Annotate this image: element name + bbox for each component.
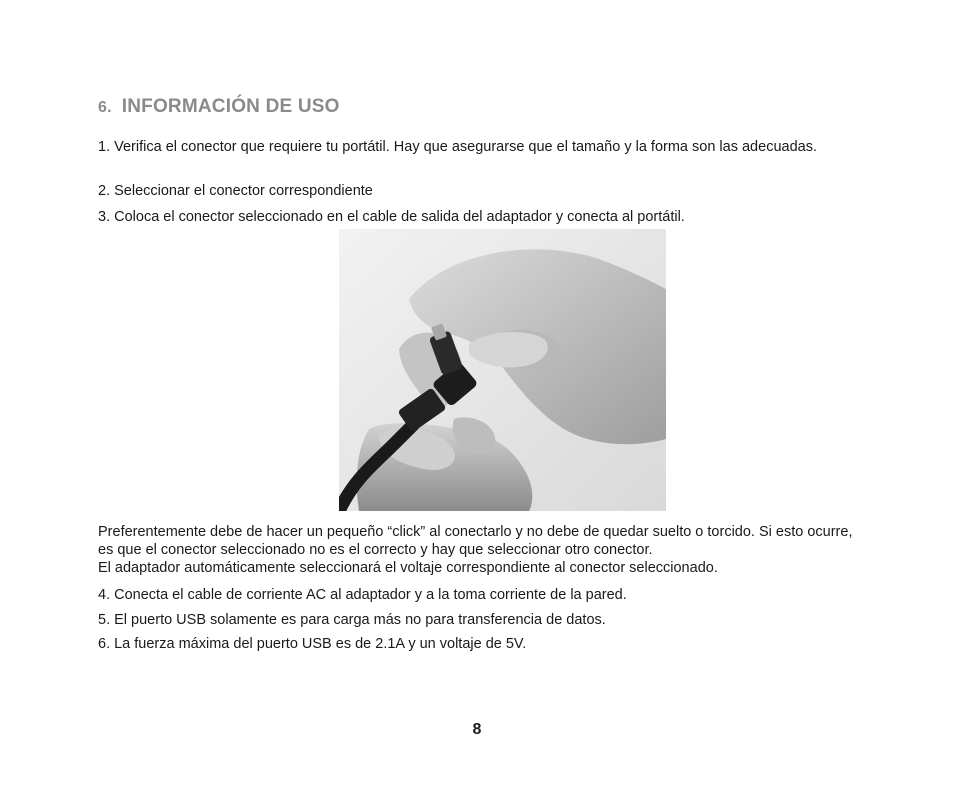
section-number: 6. <box>98 99 112 116</box>
note-line-1: Preferentemente debe de hacer un pequeño “click” al conectarlo y no debe de quedar suelto o torcido. Si esto ocurre, es que el conector seleccionado no es el correcto y hay que seleccionar otro conector. <box>98 524 853 558</box>
usage-note <box>98 523 858 577</box>
section-heading <box>98 96 340 118</box>
step-3: 3. Coloca el conector seleccionado en el cable de salida del adaptador y conecta al portátil. <box>98 209 685 225</box>
step-1: 1. Verifica el conector que requiere tu portátil. Hay que asegurarse que el tamaño y la forma son las adecuadas. <box>98 139 817 155</box>
step-5: 5. El puerto USB solamente es para carga más no para transferencia de datos. <box>98 612 606 628</box>
connector-photo <box>339 229 666 511</box>
page-number: 8 <box>472 721 482 738</box>
step-6: 6. La fuerza máxima del puerto USB es de 2.1A y un voltaje de 5V. <box>98 636 527 652</box>
section-title: INFORMACIÓN DE USO <box>121 96 340 117</box>
note-line-2: El adaptador automáticamente seleccionará el voltaje correspondiente al conector seleccionado. <box>98 560 718 576</box>
step-4: 4. Conecta el cable de corriente AC al adaptador y a la toma corriente de la pared. <box>98 587 627 603</box>
hands-connector-illustration <box>339 229 666 511</box>
step-2: 2. Seleccionar el conector correspondiente <box>98 183 373 199</box>
